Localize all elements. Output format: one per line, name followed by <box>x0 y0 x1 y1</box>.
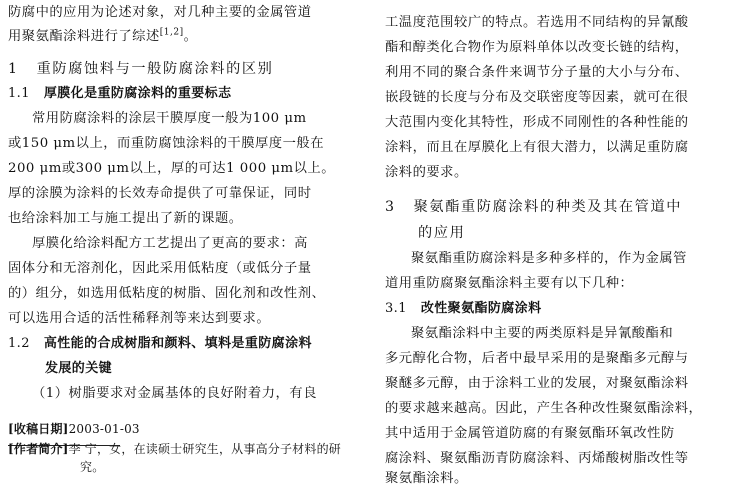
received-value: 2003-01-03 <box>68 422 140 436</box>
text-line: 厚的涂膜为涂料的长效寿命提供了可靠保证，同时 <box>8 186 312 201</box>
text-line: 腐涂料、聚氨酯沥青防腐涂料、丙烯酸树脂改性等 <box>385 451 689 466</box>
text-line: 200 μm或300 μm以上，厚的可达1 000 μm以上。 <box>8 161 336 176</box>
section-title: 高性能的合成树脂和颜料、填料是重防腐涂料 <box>43 336 312 351</box>
section-number: 1.2 <box>8 336 30 351</box>
section-heading-3-cont: 的应用 <box>418 225 466 241</box>
text-line: 多元醇化合物，后者中最早采用的是聚酯多元醇与 <box>385 351 689 366</box>
text-line: 涂料，而且在厚膜化上有很大潜力，以满足重防腐 <box>385 140 689 155</box>
text-line: 的要求越来越高。因此，产生各种改性聚氨酯涂料， <box>385 401 703 416</box>
text-line: 厚膜化给涂料配方工艺提出了更高的要求：高 <box>32 236 308 251</box>
citation-mark: [1,2] <box>159 27 184 38</box>
author-bio-cont: 究。 <box>80 460 105 474</box>
section-title: 聚氨酯重防腐涂料的种类及其在管道中 <box>413 199 683 215</box>
text-line: 聚氨酯重防腐涂料是多种多样的，作为金属管 <box>411 251 687 266</box>
text-line: 其中适用于金属管道防腐的有聚氨酯环氧改性防 <box>385 426 675 441</box>
received-label: [收稿日期] <box>8 422 69 436</box>
text-span: 用聚氨酯涂料进行了综述 <box>8 29 160 44</box>
left-column <box>0 0 370 476</box>
text-line: 或150 μm以上，而重防腐蚀涂料的干膜厚度一般在 <box>8 136 324 151</box>
author-bio <box>8 440 341 458</box>
right-column <box>385 0 752 486</box>
section-heading-1-1 <box>8 85 231 103</box>
author-label: [作者简介] <box>8 442 69 456</box>
received-date <box>8 420 140 438</box>
section-title: 改性聚氨酯防腐涂料 <box>420 301 542 316</box>
text-line: 涂料的要求。 <box>385 165 468 180</box>
text-line: 聚氨酯涂料。 <box>385 471 468 486</box>
text-line: 的）组分，如选用低粘度的树脂、固化剂和改性剂、 <box>8 286 326 301</box>
text-line <box>8 28 197 46</box>
section-title: 重防腐蚀料与一般防腐涂料的区别 <box>36 61 274 77</box>
author-value: 李 宁，女，在读硕士研究生，从事高分子材料的研 <box>68 442 341 456</box>
text-line: 常用防腐涂料的涂层干膜厚度一般为100 μm <box>32 111 307 126</box>
section-number: 3.1 <box>385 301 407 316</box>
text-line: 大范围内变化其特性，形成不同刚性的各种性能的 <box>385 115 689 130</box>
section-number: 1 <box>8 61 19 77</box>
text-line: 酯和醇类化合物作为原料单体以改变长链的结构， <box>385 40 689 55</box>
text-line: 嵌段链的长度与分布及交联密度等因素，就可在很 <box>385 90 689 105</box>
text-span: 。 <box>183 29 198 44</box>
text-line: 道用重防腐聚氨酯涂料主要有以下几种： <box>385 276 634 291</box>
text-line: 聚氨酯涂料中主要的两类原料是异氰酸酯和 <box>411 326 674 341</box>
section-heading-1-2 <box>8 335 312 353</box>
section-heading-3 <box>385 198 682 216</box>
text-line: （1）树脂要求对金属基体的良好附着力，有良 <box>32 386 317 401</box>
text-line: 防腐中的应用为论述对象，对几种主要的金属管道 <box>8 5 312 20</box>
text-line: 固体分和无溶剂化，因此采用低粘度（或低分子量 <box>8 261 312 276</box>
section-number: 1.1 <box>8 86 30 101</box>
text-line: 聚醚多元醇，由于涂料工业的发展，对聚氨酯涂料 <box>385 376 689 391</box>
text-line: 利用不同的聚合条件来调节分子量的大小与分布、 <box>385 65 689 80</box>
text-line: 可以选用合适的活性稀释剂等来达到要求。 <box>8 311 271 326</box>
section-heading-1-2-cont: 发展的关键 <box>45 361 113 376</box>
text-line: 也给涂料加工与施工提出了新的课题。 <box>8 211 243 226</box>
section-heading-1 <box>8 60 273 78</box>
section-title: 厚膜化是重防腐涂料的重要标志 <box>43 86 232 101</box>
section-heading-3-1 <box>385 300 541 318</box>
section-number: 3 <box>385 199 396 215</box>
text-line: 工温度范围较广的特点。若选用不同结构的异氰酸 <box>385 15 689 30</box>
